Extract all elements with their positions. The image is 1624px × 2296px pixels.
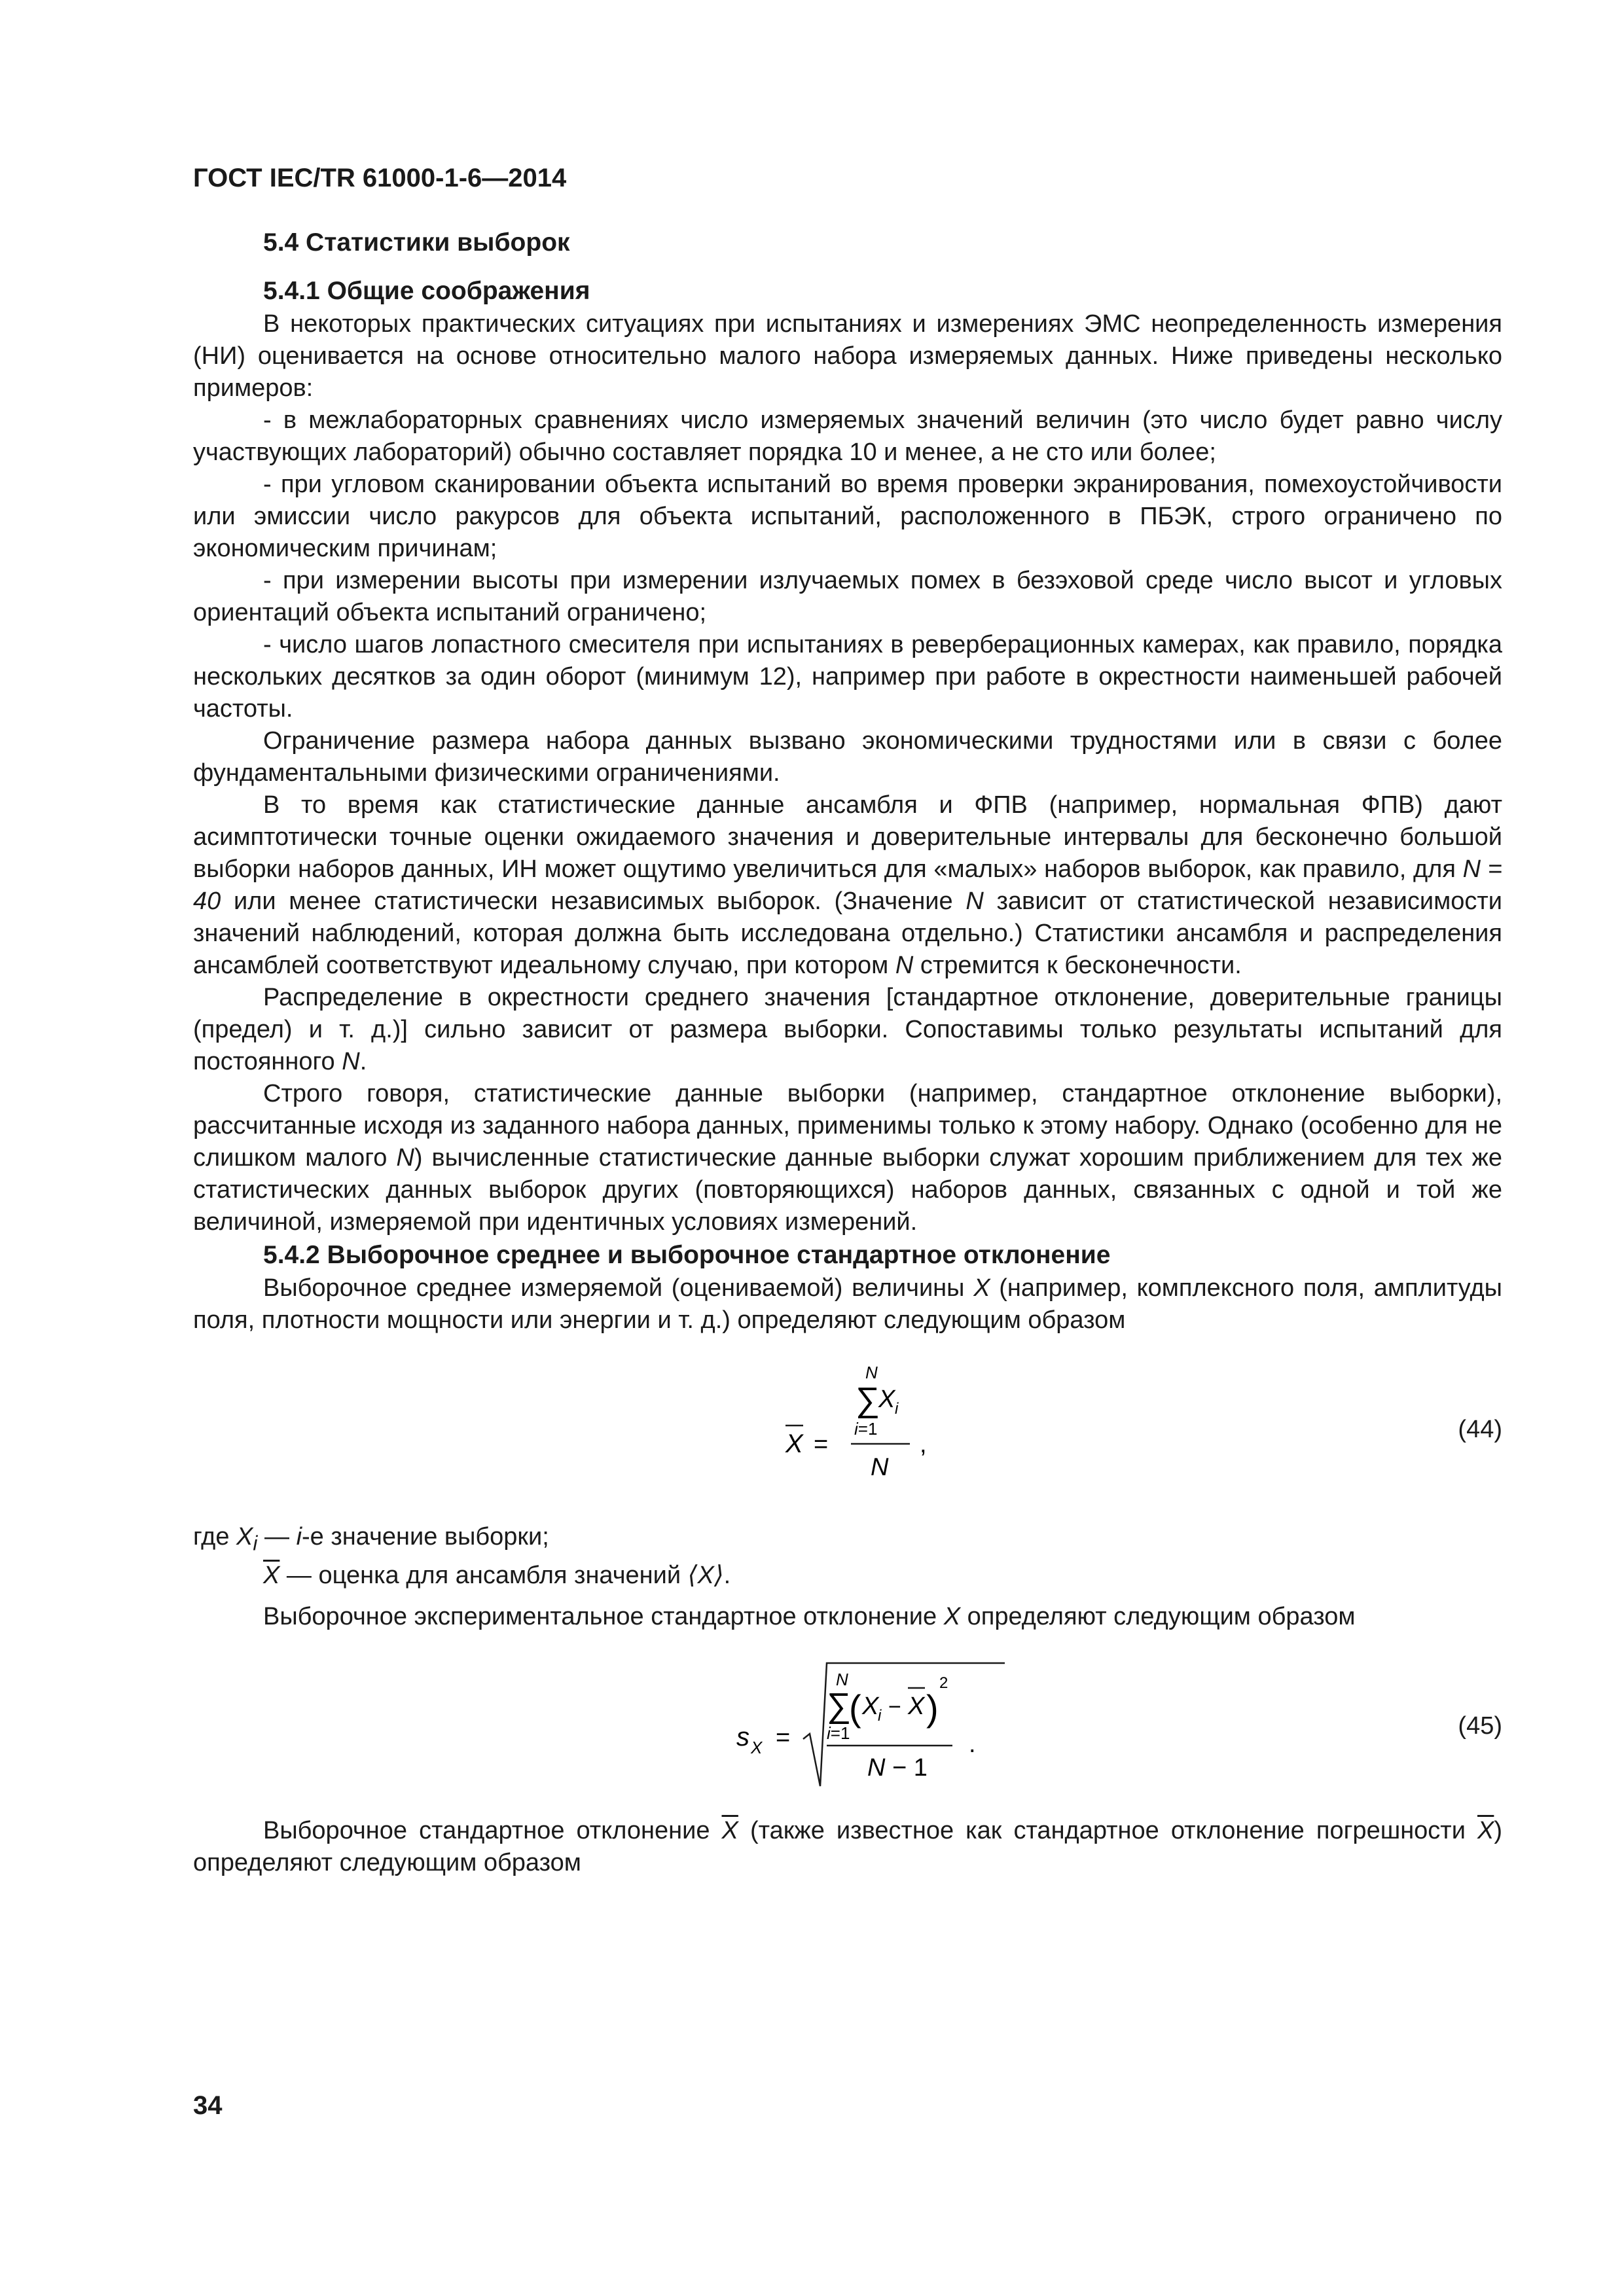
ensemble-paragraph: В то время как статистические данные ансамбля и ФПВ (например, нормальная ФПВ) дают асимптотически точные оценки ожидаемого значения и доверительные интервалы для бесконечно большой выборки наборов данных, ИН может ощутимо увеличиться для «малых» наборов выборок, как правило, для N = 40 или менее статистически независимых выборок. (Значение N зависит от статистической независимости значений наблюдений, которая должна быть исследована отдельно.) Статистики ансамбля и распределения ансамблей соответствуют идеальному случаю, при котором N стремится к бесконечности.: [193, 791, 1503, 979]
svg-text:.: .: [969, 1730, 976, 1758]
math-n: N: [965, 888, 984, 915]
math-n: N: [895, 952, 914, 979]
svg-text:=: =: [776, 1723, 791, 1751]
svg-text:∑: ∑: [827, 1686, 852, 1725]
document-header: ГОСТ IEC/TR 61000-1-6—2014: [193, 164, 567, 192]
experimental-sd-paragraph: Выборочное экспериментальное стандартное отклонение X определяют следующим образом: [263, 1602, 1356, 1630]
bullet-item: - число шагов лопастного смесителя при испытаниях в реверберационных камерах, как правило, порядка нескольких десятков за один оборот (минимум 12), например при работе в окрестности наименьшей рабочей частоты.: [193, 631, 1502, 723]
equation-number: (44): [1458, 1416, 1502, 1443]
sample-sd-formula: [736, 1647, 1064, 1798]
svg-text:,: ,: [920, 1431, 927, 1458]
svg-text:X: X: [751, 1737, 763, 1757]
section-5-4-1-title: 5.4.1 Общие соображения: [263, 277, 590, 305]
math-n: N: [342, 1048, 360, 1075]
svg-text:i: i: [878, 1706, 882, 1725]
equation-number: (45): [1458, 1712, 1502, 1740]
svg-text:X: X: [862, 1692, 879, 1720]
where-block: где $X_i$ — i-е значение выборки; $\overline{X}$ — оценка для ансамбля значений ⟨X⟩.: [193, 1523, 731, 1589]
math-x-bar: $\overline{X}$: [1477, 1816, 1494, 1844]
svg-text:): ): [926, 1687, 939, 1729]
svg-text:s: s: [736, 1722, 749, 1751]
svg-text:∑: ∑: [856, 1381, 880, 1419]
math-x: X: [943, 1602, 961, 1630]
bullet-item: - при угловом сканировании объекта испытаний во время проверки экранирования, помехоустойчивости или эмиссии число ракурсов для объекта испытаний, расположенного в ПБЭК, строго ограничено по экономическим причинам;: [193, 471, 1502, 562]
section-5-4-2-title: 5.4.2 Выборочное среднее и выборочное стандартное отклонение: [263, 1241, 1111, 1269]
svg-text:X: X: [785, 1429, 803, 1458]
svg-text:X: X: [908, 1692, 925, 1720]
strict-paragraph: Строго говоря, статистические данные выборки (например, стандартное отклонение выборки), рассчитанные исходя из заданного набора данных, применимы только к этому набору. Однако (особенно для не слишком малого N) вычисленные статистические данные выборки служат хорошим приближением для тех же статистических данных выборок других (повторяющихся) наборов данных, связанных с одной и той же величиной, измеряемой при идентичных условиях измерений.: [193, 1080, 1503, 1236]
distribution-paragraph: Распределение в окрестности среднего значения [стандартное отклонение, доверительные границы (предел) и т. д.)] сильно зависит от размера выборки. Сопоставимы только результаты испытаний для постоянного N.: [193, 984, 1502, 1075]
math-x-bar: $\overline{X}$: [263, 1561, 280, 1589]
limit-paragraph: Ограничение размера набора данных вызвано экономическими трудностями или в связи с более фундаментальными физическими ограничениями.: [193, 727, 1502, 787]
svg-text:(: (: [849, 1687, 861, 1729]
equation-44: [193, 1351, 1502, 1501]
svg-text:2: 2: [939, 1674, 948, 1692]
bullet-item: - в межлабораторных сравнениях число измеряемых значений величин (это число будет равно числу участвующих лабораторий) обычно составляет порядка 10 и менее, а не сто или более;: [193, 406, 1502, 466]
svg-text:=: =: [814, 1431, 829, 1458]
math-ensemble-x: ⟨X⟩: [687, 1561, 724, 1589]
svg-text:i: i: [895, 1400, 899, 1418]
section-5-4-title: 5.4 Статистики выборок: [263, 228, 570, 257]
svg-text:X: X: [878, 1386, 895, 1413]
final-paragraph: Выборочное стандартное отклонение $\overline{X}$ (также известное как стандартное отклонение погрешности $\overline{X}$) определяют следующим образом: [193, 1816, 1503, 1876]
svg-text:i=1: i=1: [854, 1419, 878, 1439]
svg-text:N: N: [871, 1454, 889, 1481]
page-content: [193, 226, 1502, 1879]
sample-mean-formula: [782, 1351, 979, 1501]
svg-text:i=1: i=1: [827, 1723, 850, 1743]
math-n: N: [396, 1144, 414, 1172]
page-number: 34: [193, 2091, 223, 2120]
svg-text:N − 1: N − 1: [867, 1753, 928, 1782]
math-x: X: [973, 1274, 990, 1302]
svg-text:−: −: [888, 1694, 901, 1719]
svg-text:N: N: [865, 1363, 878, 1382]
math-n-equals-40: N = 40: [193, 855, 1502, 915]
bullet-item: - при измерении высоты при измерении излучаемых помех в безэховой среде число высот и угловых ориентаций объекта испытаний ограничено;: [193, 567, 1502, 626]
math-xi: $X_i$: [236, 1523, 258, 1555]
equation-45: [193, 1647, 1502, 1798]
math-x-bar: $\overline{X}$: [721, 1816, 738, 1844]
svg-text:N: N: [836, 1669, 848, 1689]
intro-paragraph: В некоторых практических ситуациях при испытаниях и измерениях ЭМС неопределенность измерения (НИ) оценивается на основе относительно малого набора измеряемых данных. Ниже приведены несколько примеров:: [193, 310, 1502, 402]
mean-paragraph: Выборочное среднее измеряемой (оцениваемой) величины X (например, комплексного поля, амплитуды поля, плотности мощности или энергии и т. д.) определяют следующим образом: [193, 1274, 1502, 1334]
